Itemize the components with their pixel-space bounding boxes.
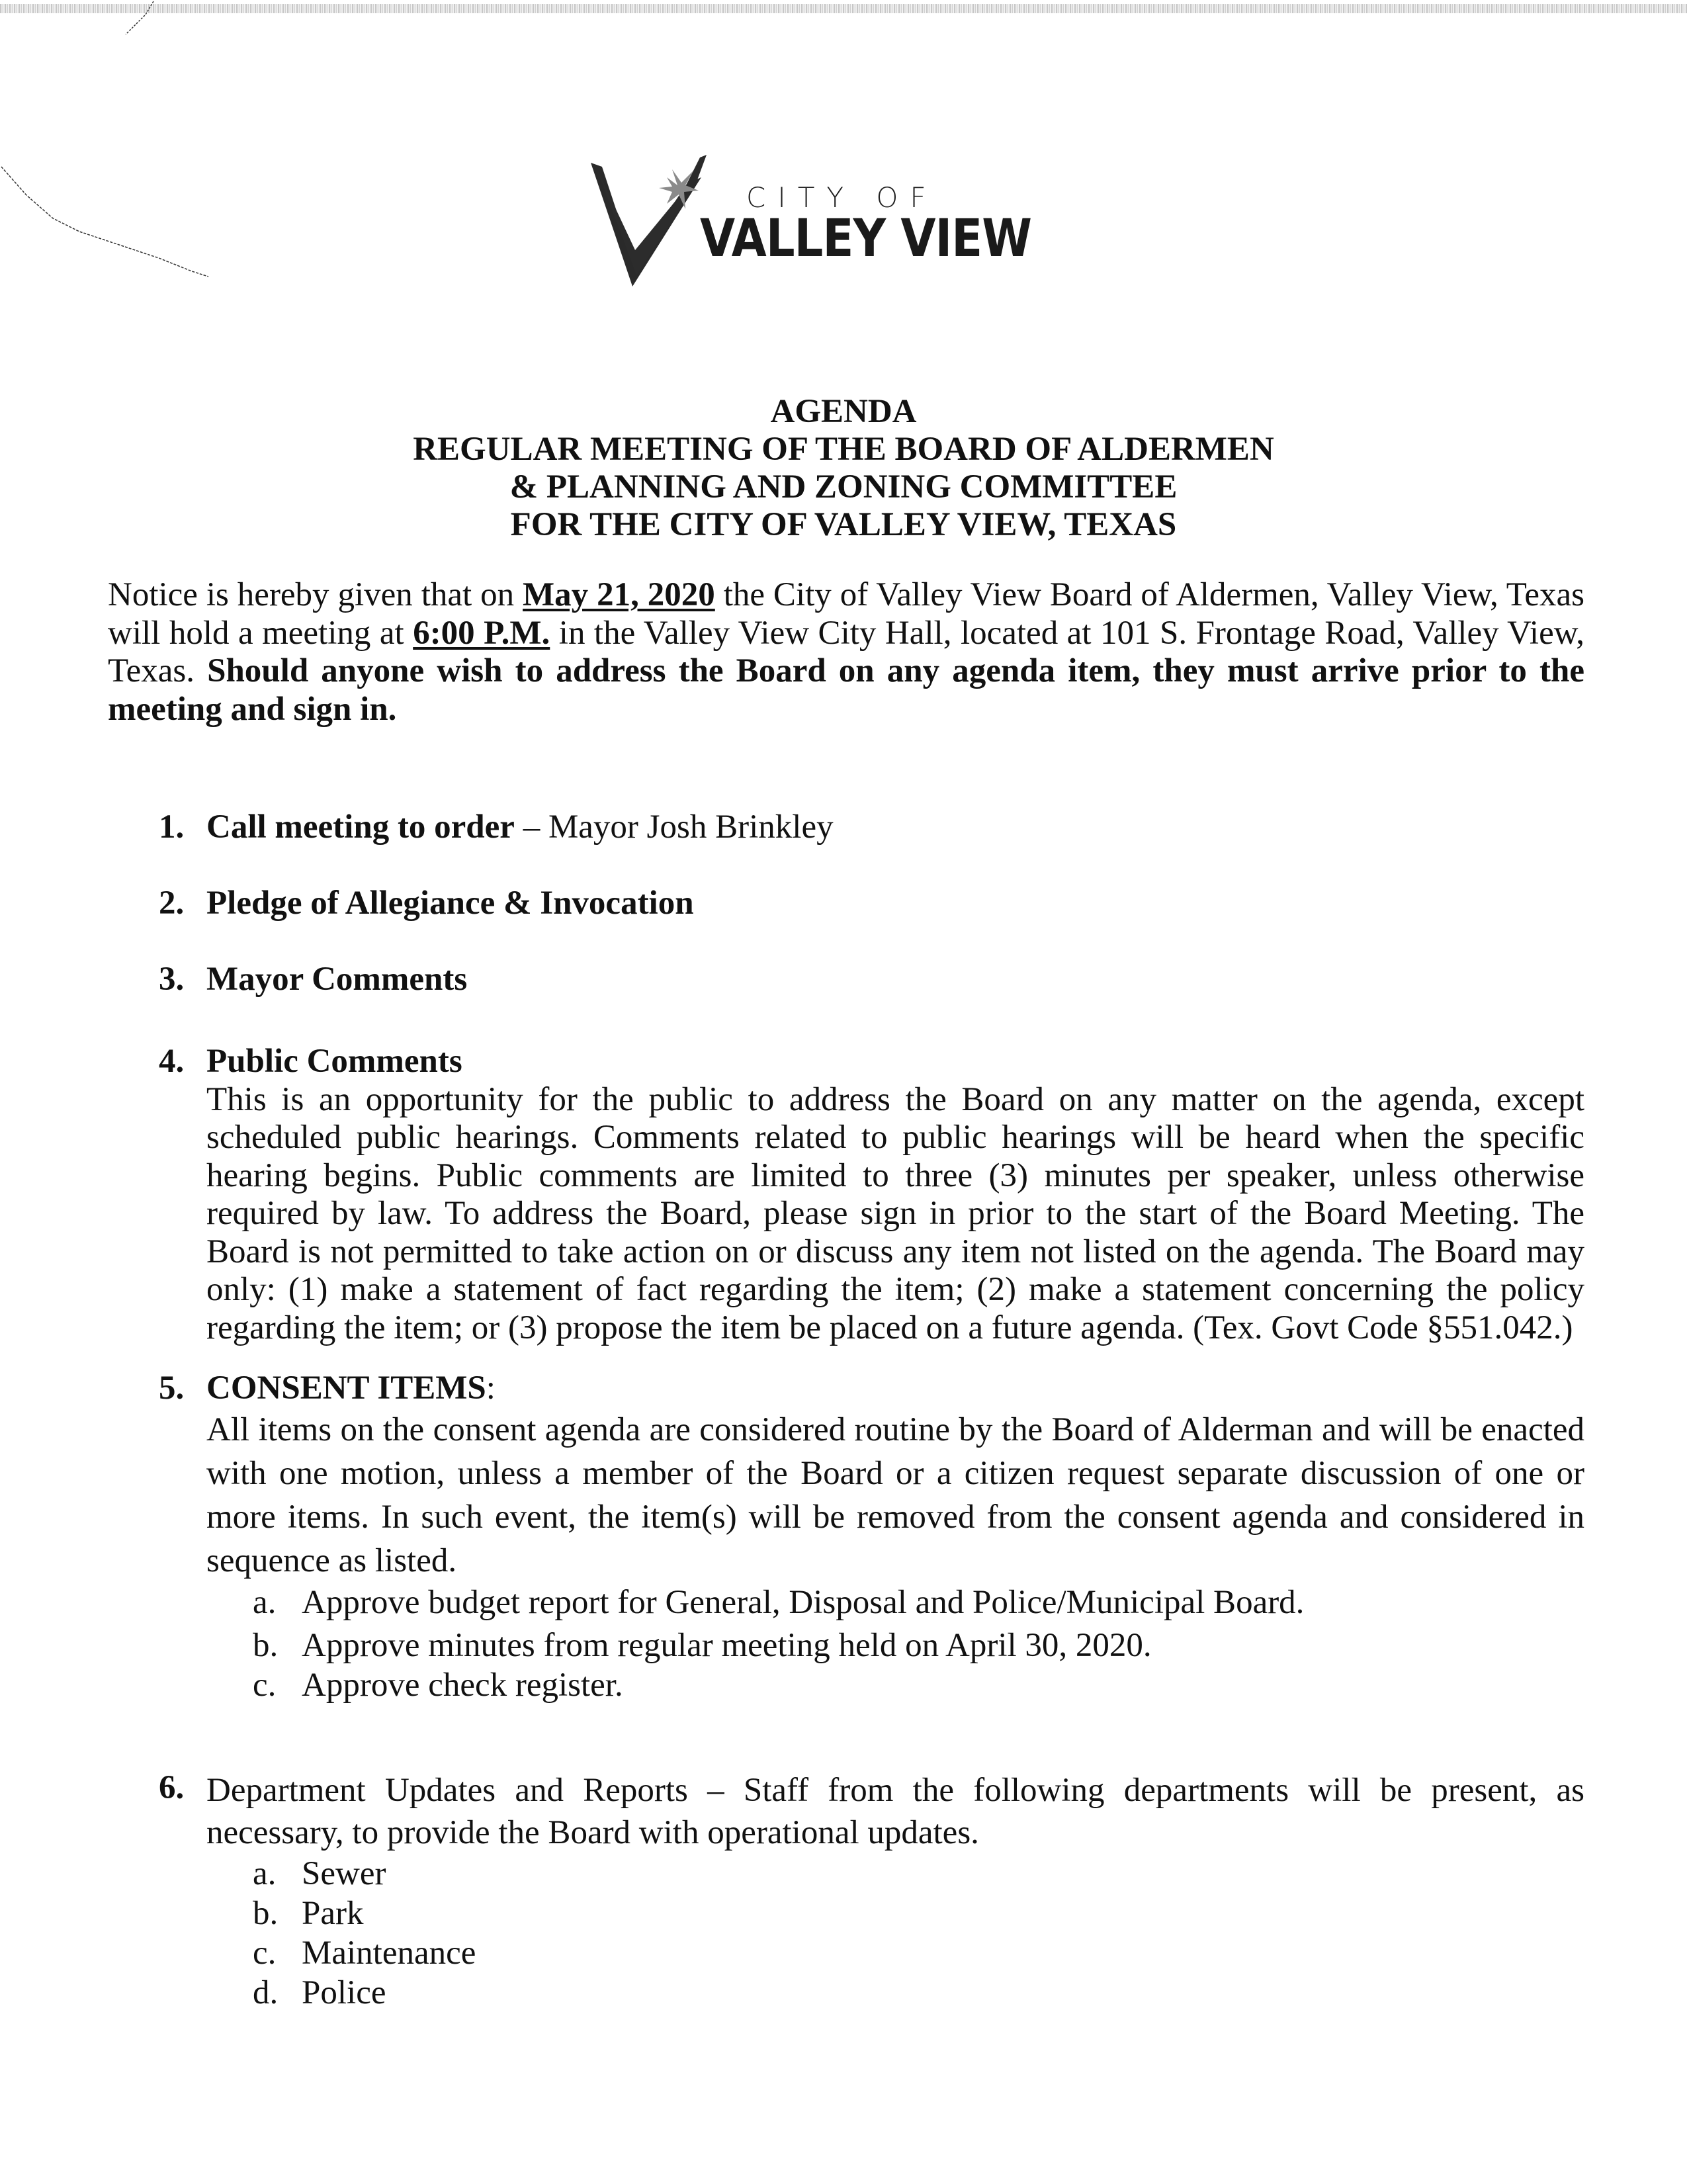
item-title: CONSENT ITEMS [206, 1370, 486, 1407]
notice-suffix: in the Valley View City Hall, located at 101 S. Frontage Road, Valley View, Texas. [108, 614, 1585, 689]
consent-subitem [253, 1665, 1584, 1705]
item-number: 1. [159, 808, 185, 846]
agenda-item-5-consent [159, 1370, 1584, 1705]
heading-agenda: AGENDA [770, 393, 917, 430]
consent-subitem [253, 1583, 1584, 1622]
public-comments-text: This is an opportunity for the public to address the Board on any matter on the agenda, except scheduled public hearings. Comments related to public hearings will be heard when the specific hearing begins. Public comments are limited to three (3) minutes per speaker, unless otherwise required by law. To address the Board, please sign in prior to the start of the Board Meeting. The Board is not permitted to take action on or discuss any item not listed on the agenda. The Board may only: (1) make a statement of fact regarding the item; (2) make a statement concerning the policy regarding the item; or (3) propose the item be placed on a future agenda. (Tex. Govt Code §551.042.) [206, 1080, 1584, 1346]
item-number: 3. [159, 961, 185, 998]
agenda-item-1 [159, 808, 1584, 847]
item-number: 4. [159, 1043, 185, 1080]
item-detail: – Mayor Josh Brinkley [514, 808, 834, 846]
notice-prefix: Notice is hereby given that on [108, 576, 523, 613]
logo-valley-view-text: VALLEY VIEW [700, 209, 1032, 269]
department-subitem [253, 1894, 1584, 1933]
consent-subitem [253, 1626, 1584, 1665]
item-title-colon: : [486, 1370, 496, 1407]
subitem-letter: c. [253, 1667, 277, 1704]
item-title: Public Comments [206, 1043, 462, 1080]
subitem-text: Police [302, 1974, 386, 2011]
agenda-heading [0, 393, 1687, 544]
department-subitem [253, 1854, 1584, 1894]
subitem-letter: d. [253, 1974, 279, 2011]
heading-meeting: REGULAR MEETING OF THE BOARD OF ALDERMEN [413, 431, 1274, 468]
item-number: 6. [159, 1769, 185, 1806]
item-title: Pledge of Allegiance & Invocation [206, 885, 694, 922]
agenda-item-3 [159, 961, 1584, 999]
item-number: 5. [159, 1370, 185, 1407]
logo-city-of-text: CITY OF [746, 181, 938, 214]
subitem-letter: b. [253, 1895, 279, 1932]
subitem-text: Approve budget report for General, Disposal and Police/Municipal Board. [302, 1583, 1305, 1621]
meeting-notice [108, 576, 1584, 728]
department-updates-text: Department Updates and Reports – Staff from the following departments will be present, as necessary, to provide the Board with operational updates. [206, 1772, 1584, 1851]
scan-stray-marks [0, 0, 278, 291]
subitem-text: Approve minutes from regular meeting held on April 30, 2020. [302, 1627, 1152, 1664]
agenda-item-4-public-comments [159, 1043, 1584, 1347]
subitem-text: Park [302, 1895, 364, 1932]
heading-committee: & PLANNING AND ZONING COMMITTEE [509, 468, 1178, 505]
item-title: Call meeting to order [206, 808, 515, 846]
meeting-time: 6:00 P.M. [413, 614, 550, 652]
heading-city: FOR THE CITY OF VALLEY VIEW, TEXAS [510, 506, 1177, 543]
notice-sign-in-instruction: Should anyone wish to address the Board on any agenda item, they must arrive prior to the meeting and sign in. [108, 652, 1584, 728]
meeting-date: May 21, 2020 [523, 576, 715, 613]
notice-middle: the City of Valley View Board of Aldermen, Valley View, Texas will hold a meeting at [108, 576, 1584, 652]
subitem-letter: c. [253, 1935, 277, 1972]
department-subitem [253, 1973, 1584, 2013]
subitem-letter: a. [253, 1583, 277, 1621]
subitem-text: Maintenance [302, 1935, 476, 1972]
subitem-text: Approve check register. [302, 1667, 623, 1704]
subitem-letter: b. [253, 1627, 279, 1664]
item-number: 2. [159, 885, 185, 922]
agenda-item-2 [159, 885, 1584, 923]
subitem-letter: a. [253, 1855, 277, 1892]
subitem-text: Sewer [302, 1855, 386, 1892]
item-title: Mayor Comments [206, 961, 468, 998]
consent-description: All items on the consent agenda are considered routine by the Board of Alderman and will be enacted with one motion, unless a member of the Board or a citizen request separate discussion of one or more items. In such event, the item(s) will be removed from the consent agenda and considered in sequence as listed. [206, 1411, 1584, 1579]
department-subitem [253, 1933, 1584, 1973]
agenda-item-6-department-updates [159, 1769, 1584, 2013]
